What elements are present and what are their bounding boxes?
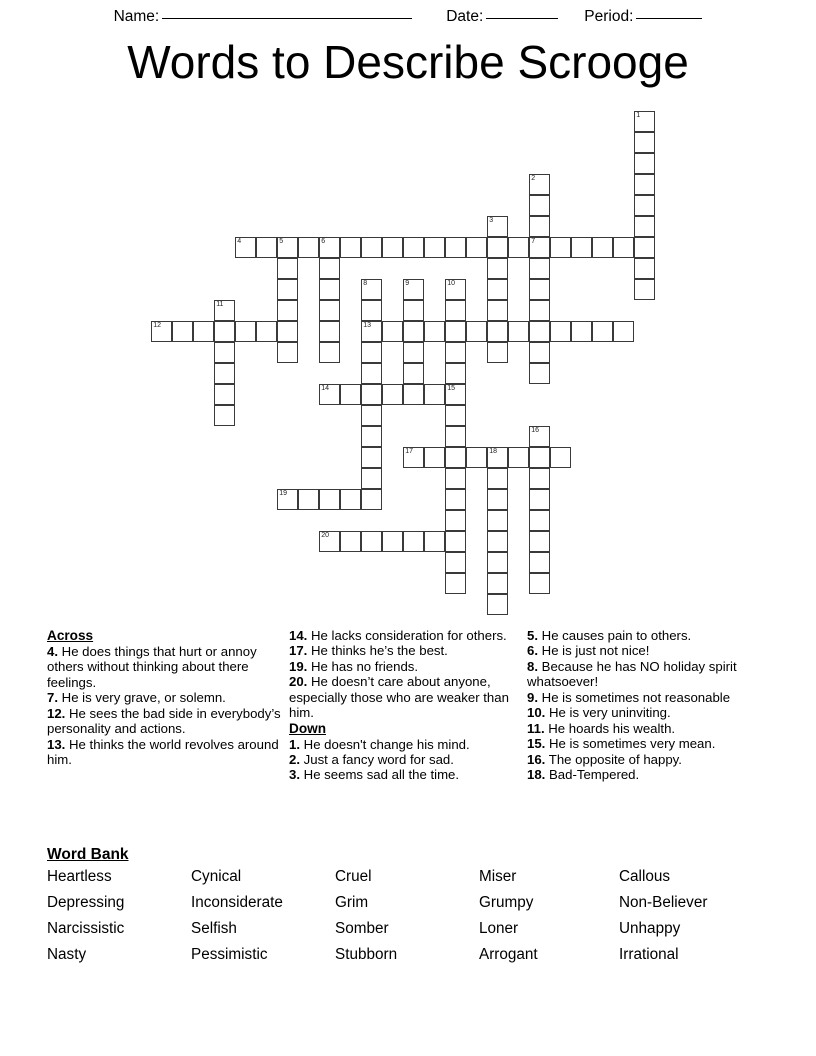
crossword-cell[interactable] (319, 321, 340, 342)
crossword-cell[interactable] (529, 237, 550, 258)
crossword-cell[interactable] (634, 195, 655, 216)
crossword-cell[interactable] (445, 447, 466, 468)
crossword-cell[interactable] (340, 384, 361, 405)
crossword-cell[interactable] (403, 342, 424, 363)
crossword-cell[interactable] (487, 342, 508, 363)
crossword-cell[interactable] (424, 531, 445, 552)
word-bank-word: Unhappy (619, 920, 681, 937)
crossword-cell[interactable] (445, 300, 466, 321)
crossword-cell[interactable] (214, 321, 235, 342)
crossword-cell[interactable] (487, 216, 508, 237)
crossword-cell[interactable] (382, 321, 403, 342)
cell-number: 20 (321, 532, 329, 539)
crossword-cell[interactable] (634, 237, 655, 258)
crossword-cell[interactable] (403, 237, 424, 258)
crossword-cell[interactable] (403, 531, 424, 552)
crossword-cell[interactable] (319, 279, 340, 300)
crossword-cell[interactable] (487, 489, 508, 510)
crossword-cell[interactable] (361, 531, 382, 552)
crossword-cell[interactable] (634, 153, 655, 174)
crossword-cell[interactable] (235, 237, 256, 258)
crossword-cell[interactable] (445, 279, 466, 300)
crossword-cell[interactable] (571, 321, 592, 342)
word-bank-word: Grumpy (479, 894, 534, 911)
clue-text: He is sometimes not reasonable (538, 689, 731, 705)
cell-number: 12 (153, 322, 161, 329)
crossword-cell[interactable] (445, 405, 466, 426)
clue-text: He is just not nice! (538, 643, 650, 659)
crossword-cell[interactable] (466, 447, 487, 468)
crossword-cell[interactable] (592, 321, 613, 342)
clue-number: 10. (527, 705, 546, 721)
crossword-cell[interactable] (445, 426, 466, 447)
crossword-cell[interactable] (319, 384, 340, 405)
crossword-cell[interactable] (403, 384, 424, 405)
crossword-cell[interactable] (529, 258, 550, 279)
crossword-cell[interactable] (361, 426, 382, 447)
crossword-cell[interactable] (424, 384, 445, 405)
crossword-cell[interactable] (340, 489, 361, 510)
cell-number: 13 (363, 322, 371, 329)
cell-number: 8 (363, 280, 368, 287)
clue-column-1 (47, 628, 289, 767)
crossword-cell[interactable] (487, 279, 508, 300)
crossword-cell[interactable] (319, 531, 340, 552)
word-bank-word: Cynical (191, 868, 242, 885)
clue-text: He sees the bad side in everybody’s personality and actions. (47, 705, 281, 737)
word-bank-word: Inconsiderate (191, 894, 283, 911)
word-bank-word: Loner (479, 920, 519, 937)
crossword-cell[interactable] (361, 342, 382, 363)
crossword-cell[interactable] (319, 237, 340, 258)
clue-text: He hoards his wealth. (544, 720, 676, 736)
cell-number: 5 (279, 238, 284, 245)
clue-item (527, 736, 769, 751)
clue-text: He causes pain to others. (538, 628, 692, 643)
crossword-cell[interactable] (634, 174, 655, 195)
crossword-cell[interactable] (340, 237, 361, 258)
clue-text: He does things that hurt or annoy others without thinking about there feelings. (47, 643, 257, 690)
clue-number: 13. (47, 736, 66, 752)
clue-text: He lacks consideration for others. (307, 628, 507, 643)
clue-number: 20. (289, 674, 308, 690)
clue-number: 15. (527, 736, 546, 752)
clue-number: 1. (289, 736, 300, 752)
clue-text: Bad-Tempered. (545, 766, 640, 782)
crossword-cell[interactable] (277, 342, 298, 363)
crossword-cell[interactable] (382, 237, 403, 258)
clue-number: 17. (289, 643, 308, 659)
crossword-cell[interactable] (277, 489, 298, 510)
crossword-cell[interactable] (529, 195, 550, 216)
crossword-cell[interactable] (319, 489, 340, 510)
clue-item (289, 659, 527, 674)
crossword-cell[interactable] (445, 510, 466, 531)
crossword-cell[interactable] (445, 384, 466, 405)
crossword-cell[interactable] (529, 489, 550, 510)
clue-item (289, 674, 527, 720)
clue-number: 9. (527, 689, 538, 705)
cell-number: 4 (237, 238, 242, 245)
cell-number: 11 (216, 301, 224, 308)
crossword-cell[interactable] (172, 321, 193, 342)
crossword-cell[interactable] (151, 321, 172, 342)
crossword-cell[interactable] (256, 321, 277, 342)
clue-number: 7. (47, 690, 58, 706)
crossword-cell[interactable] (613, 237, 634, 258)
crossword-cell[interactable] (487, 510, 508, 531)
cell-number: 3 (489, 217, 494, 224)
clue-number: 14. (289, 628, 308, 643)
clue-column-3 (527, 628, 769, 782)
crossword-cell[interactable] (592, 237, 613, 258)
clue-item (47, 644, 289, 690)
clue-item (289, 643, 527, 658)
crossword-cell[interactable] (487, 468, 508, 489)
crossword-cell[interactable] (403, 447, 424, 468)
crossword-cell[interactable] (214, 342, 235, 363)
crossword-cell[interactable] (613, 321, 634, 342)
word-bank-word: Miser (479, 868, 517, 885)
crossword-cell[interactable] (340, 531, 361, 552)
crossword-cell[interactable] (529, 300, 550, 321)
clue-text: He is very grave, or solemn. (58, 690, 226, 706)
down-heading: Down (289, 720, 326, 736)
page-title: Words to Describe Scrooge (127, 36, 689, 88)
crossword-cell[interactable] (529, 342, 550, 363)
word-bank-word: Irrational (619, 946, 679, 963)
crossword-cell[interactable] (487, 321, 508, 342)
crossword-cell[interactable] (487, 258, 508, 279)
crossword-cell[interactable] (487, 552, 508, 573)
crossword-cell[interactable] (487, 573, 508, 594)
word-bank-word: Selfish (191, 920, 237, 937)
crossword-cell[interactable] (550, 321, 571, 342)
crossword-cell[interactable] (529, 447, 550, 468)
crossword-cell[interactable] (319, 300, 340, 321)
clue-item (527, 767, 769, 782)
crossword-cell[interactable] (361, 279, 382, 300)
crossword-cell[interactable] (403, 363, 424, 384)
crossword-cell[interactable] (508, 237, 529, 258)
word-bank-word: Cruel (335, 868, 372, 885)
crossword-cell[interactable] (529, 510, 550, 531)
clue-text: He seems sad all the time. (300, 767, 460, 783)
clue-number: 4. (47, 643, 58, 659)
crossword-cell[interactable] (487, 237, 508, 258)
clue-number: 3. (289, 767, 300, 783)
crossword-cell[interactable] (256, 237, 277, 258)
crossword-cell[interactable] (529, 174, 550, 195)
word-bank-word: Nasty (47, 946, 87, 963)
clue-text: He is sometimes very mean. (545, 736, 716, 752)
across-heading: Across (47, 628, 94, 643)
crossword-cell[interactable] (487, 447, 508, 468)
crossword-cell[interactable] (487, 531, 508, 552)
crossword-cell[interactable] (529, 531, 550, 552)
word-bank-list (47, 868, 777, 964)
date-label: Date: (446, 8, 484, 25)
crossword-cell[interactable] (634, 258, 655, 279)
crossword-cell[interactable] (403, 321, 424, 342)
crossword-cell[interactable] (445, 342, 466, 363)
crossword-cell[interactable] (571, 237, 592, 258)
word-bank-word: Heartless (47, 868, 112, 885)
crossword-cell[interactable] (361, 363, 382, 384)
crossword-cell[interactable] (487, 594, 508, 615)
crossword-cell[interactable] (298, 237, 319, 258)
crossword-cell[interactable] (529, 426, 550, 447)
clue-text: He doesn’t care about anyone, especially those who are weaker than him. (289, 674, 509, 721)
crossword-cell[interactable] (445, 237, 466, 258)
crossword-cell[interactable] (361, 405, 382, 426)
cell-number: 16 (531, 427, 539, 434)
cell-number: 2 (531, 175, 536, 182)
crossword-cell[interactable] (214, 405, 235, 426)
crossword-cell[interactable] (445, 573, 466, 594)
crossword-cell[interactable] (382, 384, 403, 405)
crossword-cell[interactable] (634, 111, 655, 132)
crossword-cell[interactable] (445, 468, 466, 489)
crossword-cell[interactable] (361, 321, 382, 342)
cell-number: 10 (447, 280, 455, 287)
clue-number: 12. (47, 705, 66, 721)
clue-text: Just a fancy word for sad. (300, 751, 454, 767)
clue-item (527, 659, 769, 690)
clue-number: 16. (527, 751, 546, 767)
crossword-cell[interactable] (277, 258, 298, 279)
word-bank-word: Stubborn (335, 946, 398, 963)
word-bank-word: Grim (335, 894, 369, 911)
crossword-cell[interactable] (634, 216, 655, 237)
clue-item (47, 737, 289, 768)
crossword-cell[interactable] (445, 321, 466, 342)
word-bank-word: Arrogant (479, 946, 538, 963)
cell-number: 9 (405, 280, 410, 287)
crossword-cell[interactable] (529, 321, 550, 342)
crossword-cell[interactable] (634, 132, 655, 153)
crossword-cell[interactable] (361, 237, 382, 258)
clue-item (47, 706, 289, 737)
clue-item (289, 752, 527, 767)
clue-number: 8. (527, 658, 538, 674)
clue-number: 6. (527, 643, 538, 659)
cell-number: 18 (489, 448, 497, 455)
crossword-cell[interactable] (361, 447, 382, 468)
crossword-cell[interactable] (277, 237, 298, 258)
crossword-cell[interactable] (634, 279, 655, 300)
clue-item (47, 690, 289, 705)
crossword-cell[interactable] (445, 363, 466, 384)
cell-number: 19 (279, 490, 287, 497)
crossword-cell[interactable] (445, 489, 466, 510)
clue-text: He is very uninviting. (545, 705, 671, 721)
crossword-cell[interactable] (550, 447, 571, 468)
crossword-cell[interactable] (403, 279, 424, 300)
cell-number: 1 (636, 112, 641, 119)
clue-item (527, 643, 769, 658)
clue-number: 19. (289, 658, 308, 674)
crossword-cell[interactable] (361, 489, 382, 510)
word-bank-word: Callous (619, 868, 671, 885)
crossword-cell[interactable] (361, 300, 382, 321)
crossword-cell[interactable] (319, 258, 340, 279)
word-bank-word: Non-Believer (619, 894, 708, 911)
clue-number: 11. (527, 720, 545, 736)
word-bank-word: Somber (335, 920, 389, 937)
clue-item (527, 752, 769, 767)
cell-number: 6 (321, 238, 326, 245)
crossword-cell[interactable] (403, 300, 424, 321)
word-bank-word: Pessimistic (191, 946, 268, 963)
crossword-cell[interactable] (529, 216, 550, 237)
clues-section (47, 628, 769, 783)
crossword-cell[interactable] (277, 300, 298, 321)
clue-number: 5. (527, 628, 538, 643)
crossword-cell[interactable] (424, 321, 445, 342)
crossword-cell[interactable] (193, 321, 214, 342)
crossword-cell[interactable] (529, 468, 550, 489)
crossword-cell[interactable] (214, 363, 235, 384)
crossword-cell[interactable] (214, 300, 235, 321)
clue-item (289, 628, 527, 643)
crossword-cell[interactable] (529, 279, 550, 300)
crossword-cell[interactable] (298, 489, 319, 510)
clue-item (289, 737, 527, 752)
word-bank-heading: Word Bank (47, 846, 129, 863)
crossword-cell[interactable] (529, 552, 550, 573)
clue-text: He thinks the world revolves around him. (47, 736, 279, 767)
clue-item (527, 628, 769, 643)
clue-column-2 (289, 628, 527, 783)
cell-number: 14 (321, 385, 329, 392)
clue-item (527, 690, 769, 705)
clue-text: The opposite of happy. (545, 751, 682, 767)
crossword-cell[interactable] (235, 321, 256, 342)
cell-number: 17 (405, 448, 413, 455)
crossword-cell[interactable] (466, 321, 487, 342)
clue-item (289, 767, 527, 782)
crossword-cell[interactable] (424, 237, 445, 258)
crossword-cell[interactable] (319, 342, 340, 363)
crossword-cell[interactable] (445, 531, 466, 552)
word-bank-word: Depressing (47, 894, 125, 911)
period-label: Period: (584, 8, 634, 25)
clue-text: He has no friends. (307, 658, 419, 674)
crossword-cell[interactable] (277, 279, 298, 300)
clue-text: He thinks he’s the best. (307, 643, 448, 659)
word-bank-word: Narcissistic (47, 920, 125, 937)
clue-item (527, 705, 769, 720)
clue-item (527, 721, 769, 736)
crossword-cell[interactable] (508, 321, 529, 342)
clue-number: 18. (527, 766, 546, 782)
name-label: Name: (113, 8, 160, 25)
crossword-cell[interactable] (529, 573, 550, 594)
clue-number: 2. (289, 751, 300, 767)
crossword-cell[interactable] (214, 384, 235, 405)
crossword-cell[interactable] (550, 237, 571, 258)
crossword-cell[interactable] (382, 531, 403, 552)
crossword-cell[interactable] (487, 300, 508, 321)
crossword-cell[interactable] (277, 321, 298, 342)
clue-text: He doesn't change his mind. (300, 736, 470, 752)
crossword-cell[interactable] (424, 447, 445, 468)
crossword-cell[interactable] (529, 363, 550, 384)
crossword-cell[interactable] (445, 552, 466, 573)
crossword-cell[interactable] (361, 384, 382, 405)
cell-number: 15 (447, 385, 455, 392)
crossword-cell[interactable] (361, 468, 382, 489)
crossword-cell[interactable] (466, 237, 487, 258)
crossword-cell[interactable] (508, 447, 529, 468)
clue-text: Because he has NO holiday spirit whatsoever! (527, 658, 737, 690)
cell-number: 7 (531, 238, 536, 245)
